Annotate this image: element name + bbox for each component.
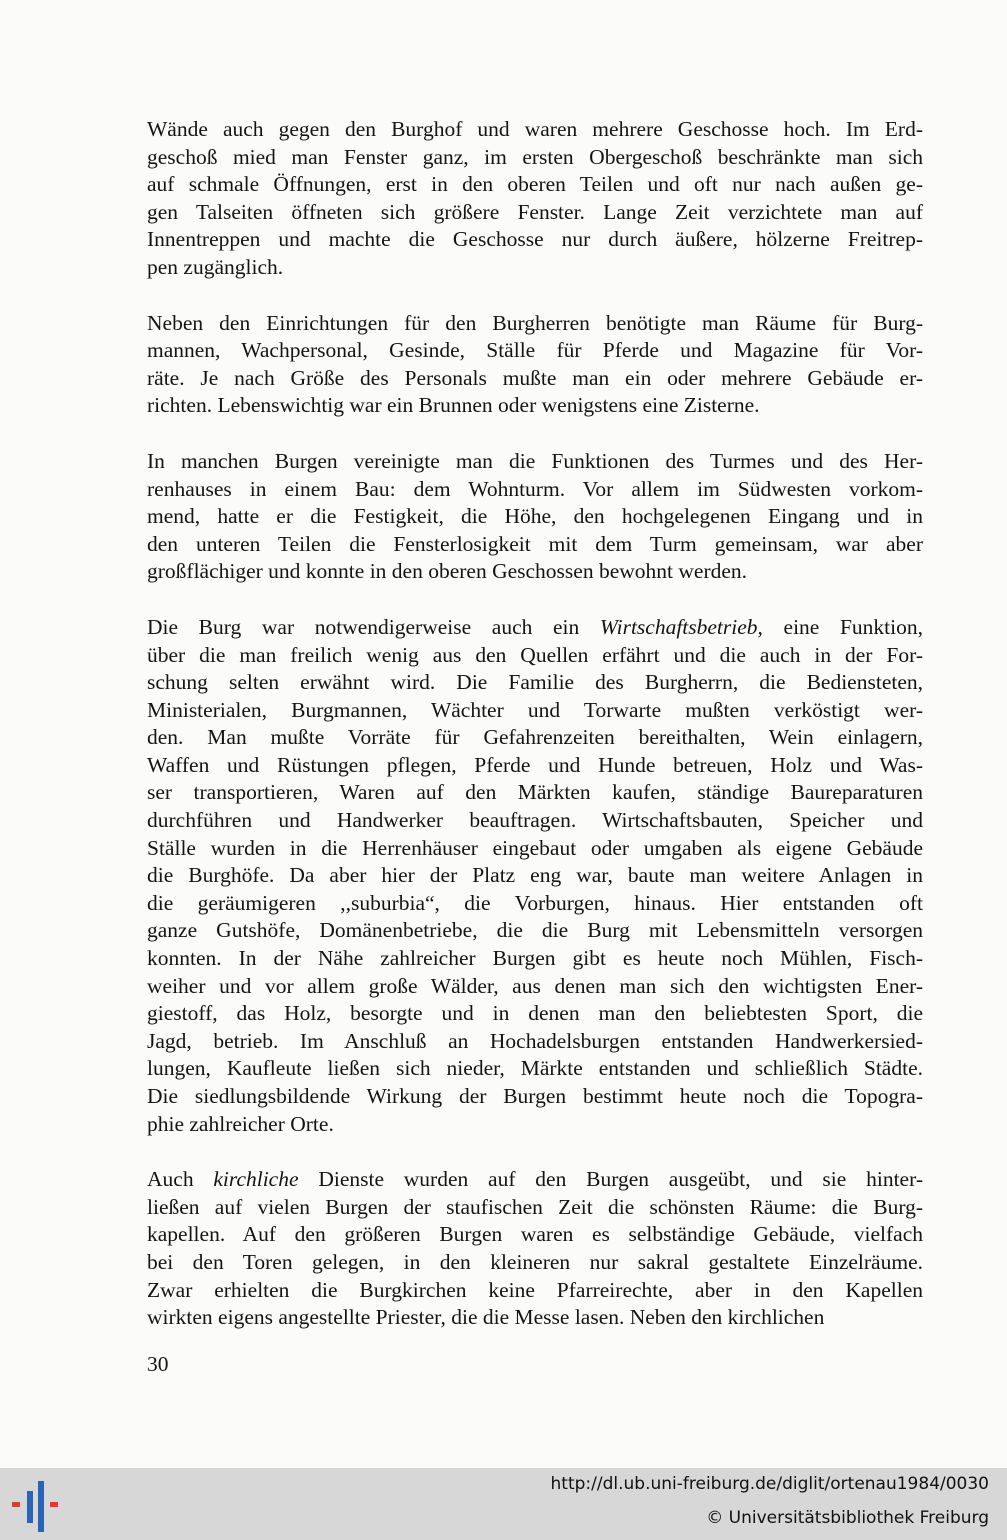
text-line: Jagd, betrieb. Im Anschluß an Hochadelsburgen entstanden Handwerkersied-	[147, 1028, 923, 1053]
text-line: die Burghöfe. Da aber hier der Platz eng war, baute man weitere Anlagen in	[147, 863, 923, 888]
text-line: ganze Gutshöfe, Domänenbetriebe, die die Burg mit Lebensmitteln versorgen	[147, 918, 923, 943]
italic-term: Wirtschaftsbetrieb,	[599, 614, 763, 639]
source-url-link[interactable]: http://dl.ub.uni-freiburg.de/diglit/ortenau1984/0030	[550, 1474, 989, 1494]
text-line: Die Burg war notwendigerweise auch ein Wirtschaftsbetrieb, eine Funktion,	[147, 614, 923, 639]
text-line: kapellen. Auf den größeren Burgen waren es selbständige Gebäude, vielfach	[147, 1222, 923, 1247]
text-line: Ministerialen, Burgmannen, Wächter und Torwarte mußten verköstigt wer-	[147, 697, 923, 722]
text-line: phie zahlreicher Orte.	[147, 1111, 334, 1136]
text-line: Ställe wurden in die Herrenhäuser eingebaut oder umgaben als eigene Gebäude	[147, 835, 923, 860]
text-line: den. Man mußte Vorräte für Gefahrenzeiten bereithalten, Wein einlagern,	[147, 725, 923, 750]
text-line: Wände auch gegen den Burghof und waren mehrere Geschosse hoch. Im Erd-	[147, 117, 923, 141]
text-line: Auch kirchliche Dienste wurden auf den Burgen ausgeübt, und sie hinter-	[147, 1167, 923, 1192]
text-line: mannen, Wachpersonal, Gesinde, Ställe für Pferde und Magazine für Vor-	[147, 338, 923, 363]
text-line: auf schmale Öffnungen, erst in den oberen Teilen und oft nur nach außen ge-	[147, 172, 923, 197]
paragraph	[147, 1166, 923, 1332]
text-line: pen zugänglich.	[147, 254, 284, 279]
text-line: Innentreppen und machte die Geschosse nur durch äußere, hölzerne Freitrep-	[147, 227, 923, 252]
copyright-notice: © Universitätsbibliothek Freiburg	[706, 1508, 989, 1528]
paragraph	[147, 448, 923, 586]
text-line: mend, hatte er die Festigkeit, die Höhe, den hochgelegenen Eingang und in	[147, 504, 923, 529]
ub-freiburg-logo-icon	[10, 1476, 66, 1532]
body-text	[147, 116, 923, 1332]
text-line: bei den Toren gelegen, in den kleineren nur sakral gestaltete Einzelräume.	[147, 1249, 923, 1274]
text-line: ser transportieren, Waren auf den Märkten kaufen, ständige Baureparaturen	[147, 780, 923, 805]
footer-bar	[0, 1468, 1007, 1540]
text-line: räte. Je nach Größe des Personals mußte man ein oder mehrere Gebäude er-	[147, 365, 923, 390]
text-line: richten. Lebenswichtig war ein Brunnen oder wenigstens eine Zisterne.	[147, 393, 760, 418]
text-line: durchführen und Handwerker beauftragen. Wirtschaftsbauten, Speicher und	[147, 808, 923, 833]
text-line: den unteren Teilen die Fensterlosigkeit mit dem Turm gemeinsam, war aber	[147, 531, 923, 556]
text-line: geschoß mied man Fenster ganz, im ersten Obergeschoß beschränkte man sich	[147, 144, 923, 169]
text-line: gen Talseiten öffneten sich größere Fenster. Lange Zeit verzichtete man auf	[147, 199, 923, 224]
text-line: Die siedlungsbildende Wirkung der Burgen bestimmt heute noch die Topogra-	[147, 1084, 923, 1108]
text-line: In manchen Burgen vereinigte man die Funktionen des Turmes und des Her-	[147, 448, 923, 473]
paragraph	[147, 614, 923, 1138]
paragraph	[147, 310, 923, 420]
text-line: über die man freilich wenig aus den Quellen erfährt und die auch in der For-	[147, 642, 923, 667]
text-line: renhauses in einem Bau: dem Wohnturm. Vor allem im Südwesten vorkom-	[147, 476, 923, 501]
text-line: großflächiger und konnte in den oberen Geschossen bewohnt werden.	[147, 559, 748, 584]
text-line: weiher und vor allem große Wälder, aus denen man sich den wichtigsten Ener-	[147, 973, 923, 998]
page-number: 30	[147, 1352, 169, 1376]
text-line: giestoff, das Holz, besorgte und in denen man den beliebtesten Sport, die	[147, 1001, 923, 1026]
text-line: konnten. In der Nähe zahlreicher Burgen gibt es heute noch Mühlen, Fisch-	[147, 946, 923, 971]
text-line: Neben den Einrichtungen für den Burgherren benötigte man Räume für Burg-	[147, 310, 923, 335]
text-line: ließen auf vielen Burgen der staufischen Zeit die schönsten Räume: die Burg-	[147, 1194, 923, 1219]
text-line: die geräumigeren ,,suburbia“, die Vorburgen, hinaus. Hier entstanden oft	[147, 890, 923, 915]
text-line: wirkten eigens angestellte Priester, die die Messe lasen. Neben den kirchlichen	[147, 1305, 825, 1330]
paragraph	[147, 116, 923, 282]
text-line: Waffen und Rüstungen pflegen, Pferde und Hunde betreuen, Holz und Was-	[147, 752, 923, 777]
text-line: lungen, Kaufleute ließen sich nieder, Märkte entstanden und schließlich Städte.	[147, 1056, 923, 1081]
italic-term: kirchliche	[213, 1167, 299, 1192]
text-line: Zwar erhielten die Burgkirchen keine Pfarreirechte, aber in den Kapellen	[147, 1277, 923, 1302]
text-line: schung selten erwähnt wird. Die Familie des Burgherrn, die Bediensteten,	[147, 670, 923, 695]
